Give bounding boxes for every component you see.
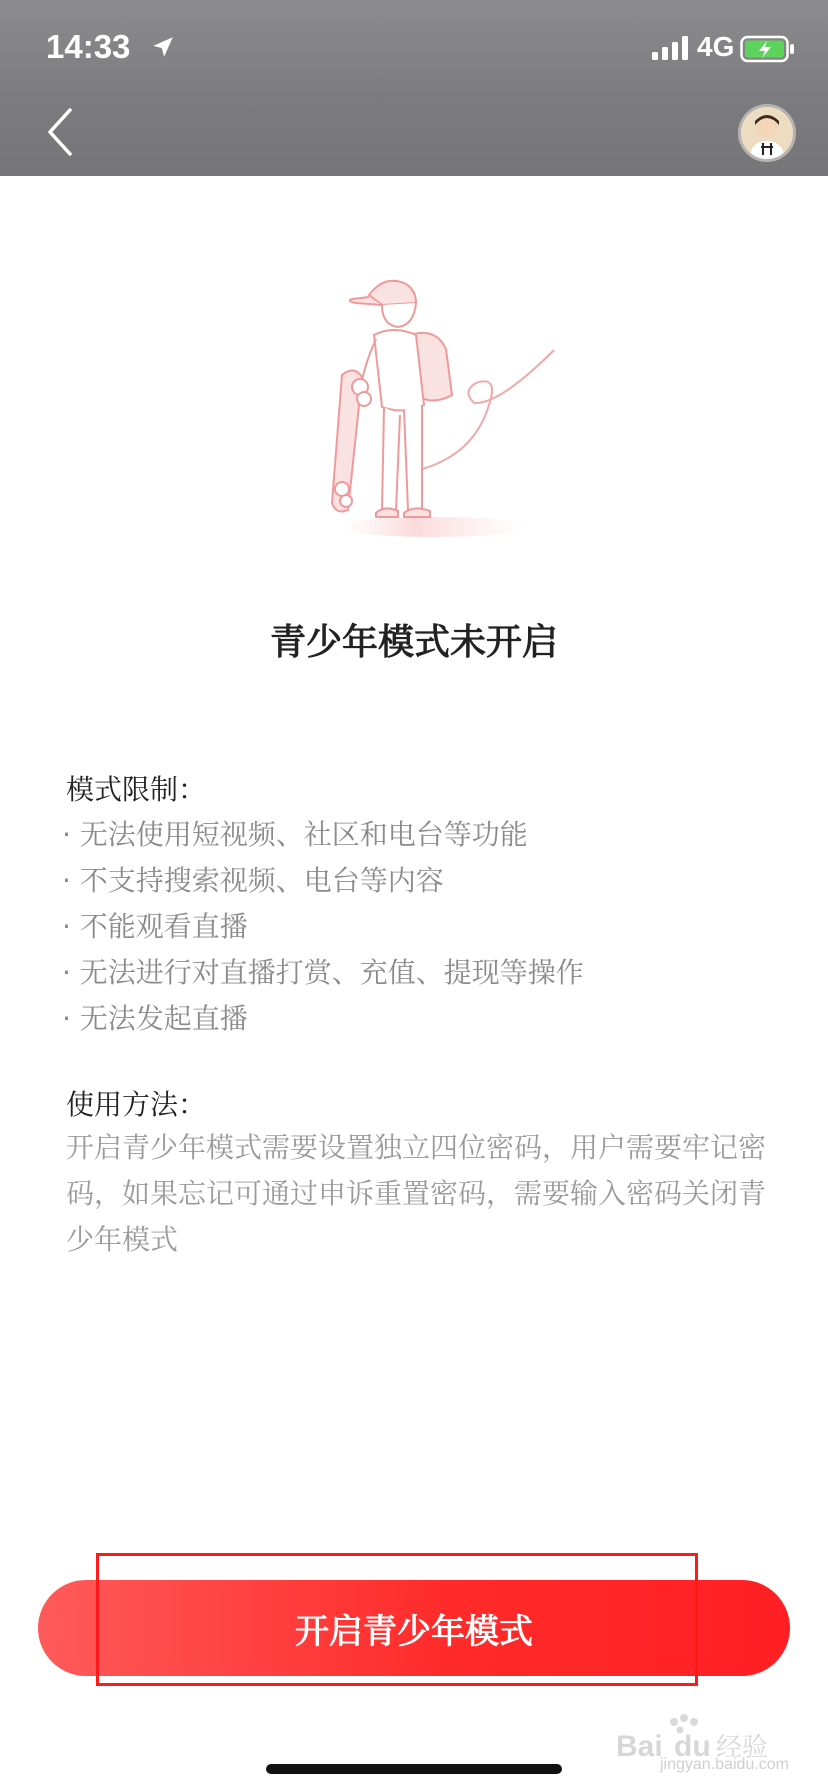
home-indicator[interactable] bbox=[266, 1764, 562, 1774]
limit-list bbox=[62, 812, 782, 1042]
battery-charging-icon bbox=[740, 34, 796, 64]
list-item: · 不能观看直播 bbox=[62, 910, 248, 943]
list-item: · 无法使用短视频、社区和电台等功能 bbox=[62, 818, 528, 851]
list-item: · 无法进行对直播打赏、充值、提现等操作 bbox=[62, 956, 584, 989]
avatar[interactable] bbox=[738, 104, 796, 162]
location-arrow-icon bbox=[150, 34, 176, 60]
back-button[interactable] bbox=[40, 104, 84, 160]
baidu-jingyan-watermark bbox=[612, 1712, 792, 1762]
svg-text:du: du bbox=[674, 1730, 711, 1762]
svg-text:经验: 经验 bbox=[716, 1733, 769, 1762]
watermark-url: jingyan.baidu.com bbox=[660, 1756, 789, 1773]
list-item: · 不支持搜索视频、电台等内容 bbox=[62, 864, 444, 897]
status-time: 14:33 bbox=[46, 28, 131, 65]
usage-description: 开启青少年模式需要设置独立四位密码，用户需要牢记密码，如果忘记可通过申诉重置密码，需要输入密码关闭青少年模式 bbox=[66, 1131, 767, 1256]
network-label: 4G bbox=[697, 31, 735, 62]
signal-icon bbox=[652, 36, 690, 60]
chevron-left-icon bbox=[50, 110, 70, 154]
usage-heading: 使用方法： bbox=[66, 1088, 207, 1121]
page-title: 青少年模式未开启 bbox=[269, 622, 558, 663]
enable-teen-mode-button[interactable]: 开启青少年模式 bbox=[38, 1580, 790, 1676]
skateboarder-illustration bbox=[324, 265, 564, 545]
list-item: · 无法发起直播 bbox=[62, 1002, 248, 1035]
user-avatar bbox=[741, 107, 793, 159]
limits-heading: 模式限制： bbox=[66, 773, 207, 806]
header bbox=[0, 0, 828, 176]
svg-text:Bai: Bai bbox=[616, 1730, 663, 1762]
